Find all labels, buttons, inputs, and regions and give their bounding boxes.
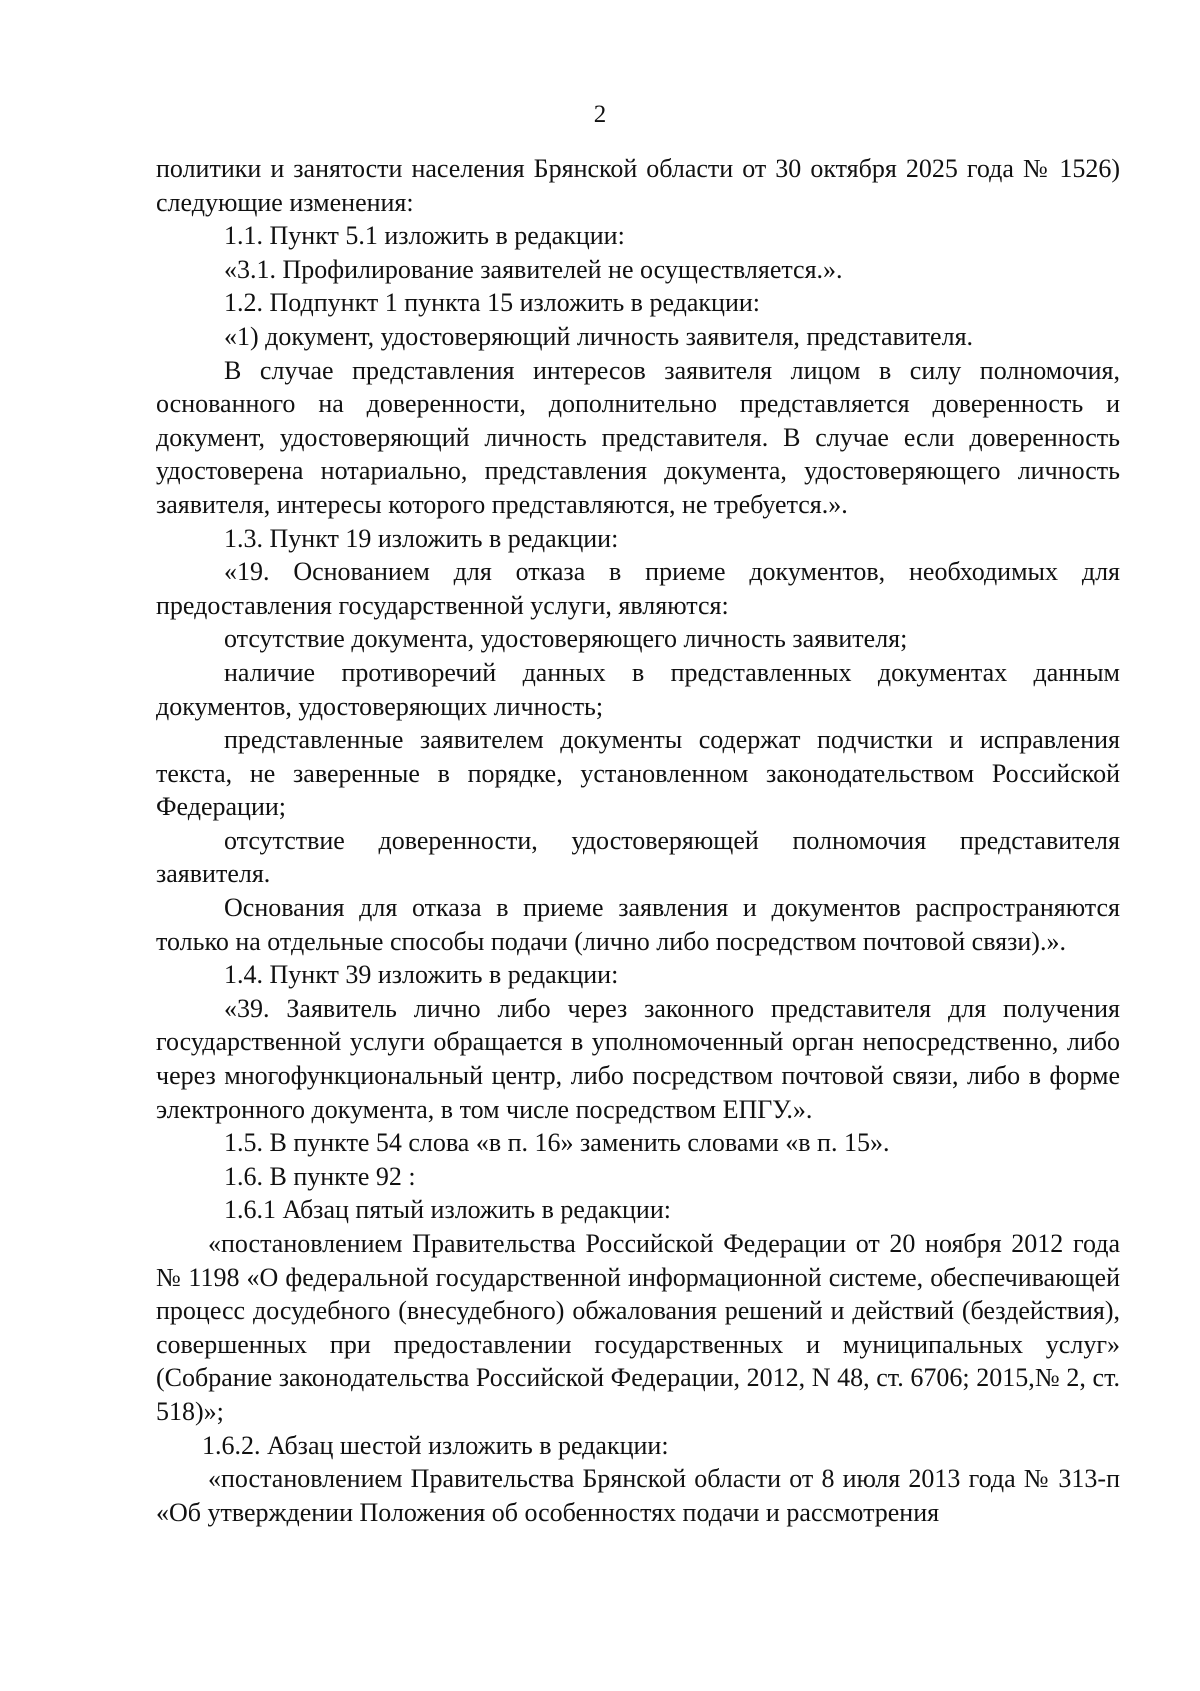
page-number: 2: [593, 101, 607, 128]
paragraph-quote-subitem-1: «1) документ, удостоверяющий личность заявителя, представителя.: [224, 321, 974, 351]
paragraph-quote-3-1: «3.1. Профилирование заявителей не осуществляется.».: [224, 254, 843, 284]
paragraph-item-1-6: 1.6. В пункте 92 :: [224, 1161, 416, 1191]
paragraph-representation: В случае представления интересов заявителя лицом в силу полномочия, основанного на доверенности, дополнительно представляется доверенность и документ, удостоверяющий личность представителя. В случае если доверенность удостоверена нотариально, представления документа, удостоверяющего личность заявителя, интересы которого представляются, не требуется.».: [156, 355, 1120, 519]
paragraph-ground-1: отсутствие документа, удостоверяющего личность заявителя;: [224, 624, 908, 654]
paragraph-ground-4: отсутствие доверенности, удостоверяющей полномочия представителя заявителя.: [156, 825, 1120, 889]
paragraph-ground-3: представленные заявителем документы содержат подчистки и исправления текста, не заверенные в порядке, установленном законодательством Российской Федерации;: [156, 725, 1120, 822]
paragraph-quote-decree-313: «постановлением Правительства Брянской области от 8 июля 2013 года № 313-п «Об утверждении Положения об особенностях подачи и рассмотрения: [156, 1464, 1120, 1527]
paragraph-item-1-6-2: 1.6.2. Абзац шестой изложить в редакции:: [202, 1430, 669, 1460]
paragraph-ground-2: наличие противоречий данных в представленных документах данным документов, удостоверяющих личность;: [156, 657, 1120, 721]
paragraph-quote-19: «19. Основанием для отказа в приеме документов, необходимых для предоставления государственной услуги, являются:: [156, 557, 1120, 620]
paragraph-item-1-2: 1.2. Подпункт 1 пункта 15 изложить в редакции:: [224, 288, 761, 318]
paragraph-item-1-1: 1.1. Пункт 5.1 изложить в редакции:: [224, 221, 625, 251]
paragraph-quote-decree-1198: «постановлением Правительства Российской Федерации от 20 ноября 2012 года № 1198 «О федеральной государственной информационной системе, обеспечивающей процесс досудебного (внесудебного) обжалования решений и действий (бездействия), совершенных при предоставлении государственных и муниципальных услуг» (Собрание законодательства Российской Федерации, 2012, N 48, ст. 6706; 2015,№ 2, ст. 518)»;: [156, 1229, 1120, 1426]
paragraph-quote-39: «39. Заявитель лично либо через законного представителя для получения государственной услуги обращается в уполномоченный орган непосредственно, либо через многофункциональный центр, либо посредством почтовой связи, либо в форме электронного документа, в том числе посредством ЕПГУ.».: [156, 993, 1120, 1124]
paragraph-continuation: политики и занятости населения Брянской области от 30 октября 2025 года № 1526) следующие изменения:: [156, 154, 1120, 217]
paragraph-grounds-scope: Основания для отказа в приеме заявления и документов распространяются только на отдельные способы подачи (лично либо посредством почтовой связи).».: [156, 893, 1120, 956]
paragraph-item-1-5: 1.5. В пункте 54 слова «в п. 16» заменить словами «в п. 15».: [224, 1128, 890, 1158]
paragraph-item-1-4: 1.4. Пункт 39 изложить в редакции:: [224, 960, 619, 990]
paragraph-item-1-6-1: 1.6.1 Абзац пятый изложить в редакции:: [224, 1195, 671, 1225]
document-body: [156, 152, 1120, 1529]
paragraph-item-1-3: 1.3. Пункт 19 изложить в редакции:: [224, 523, 619, 553]
